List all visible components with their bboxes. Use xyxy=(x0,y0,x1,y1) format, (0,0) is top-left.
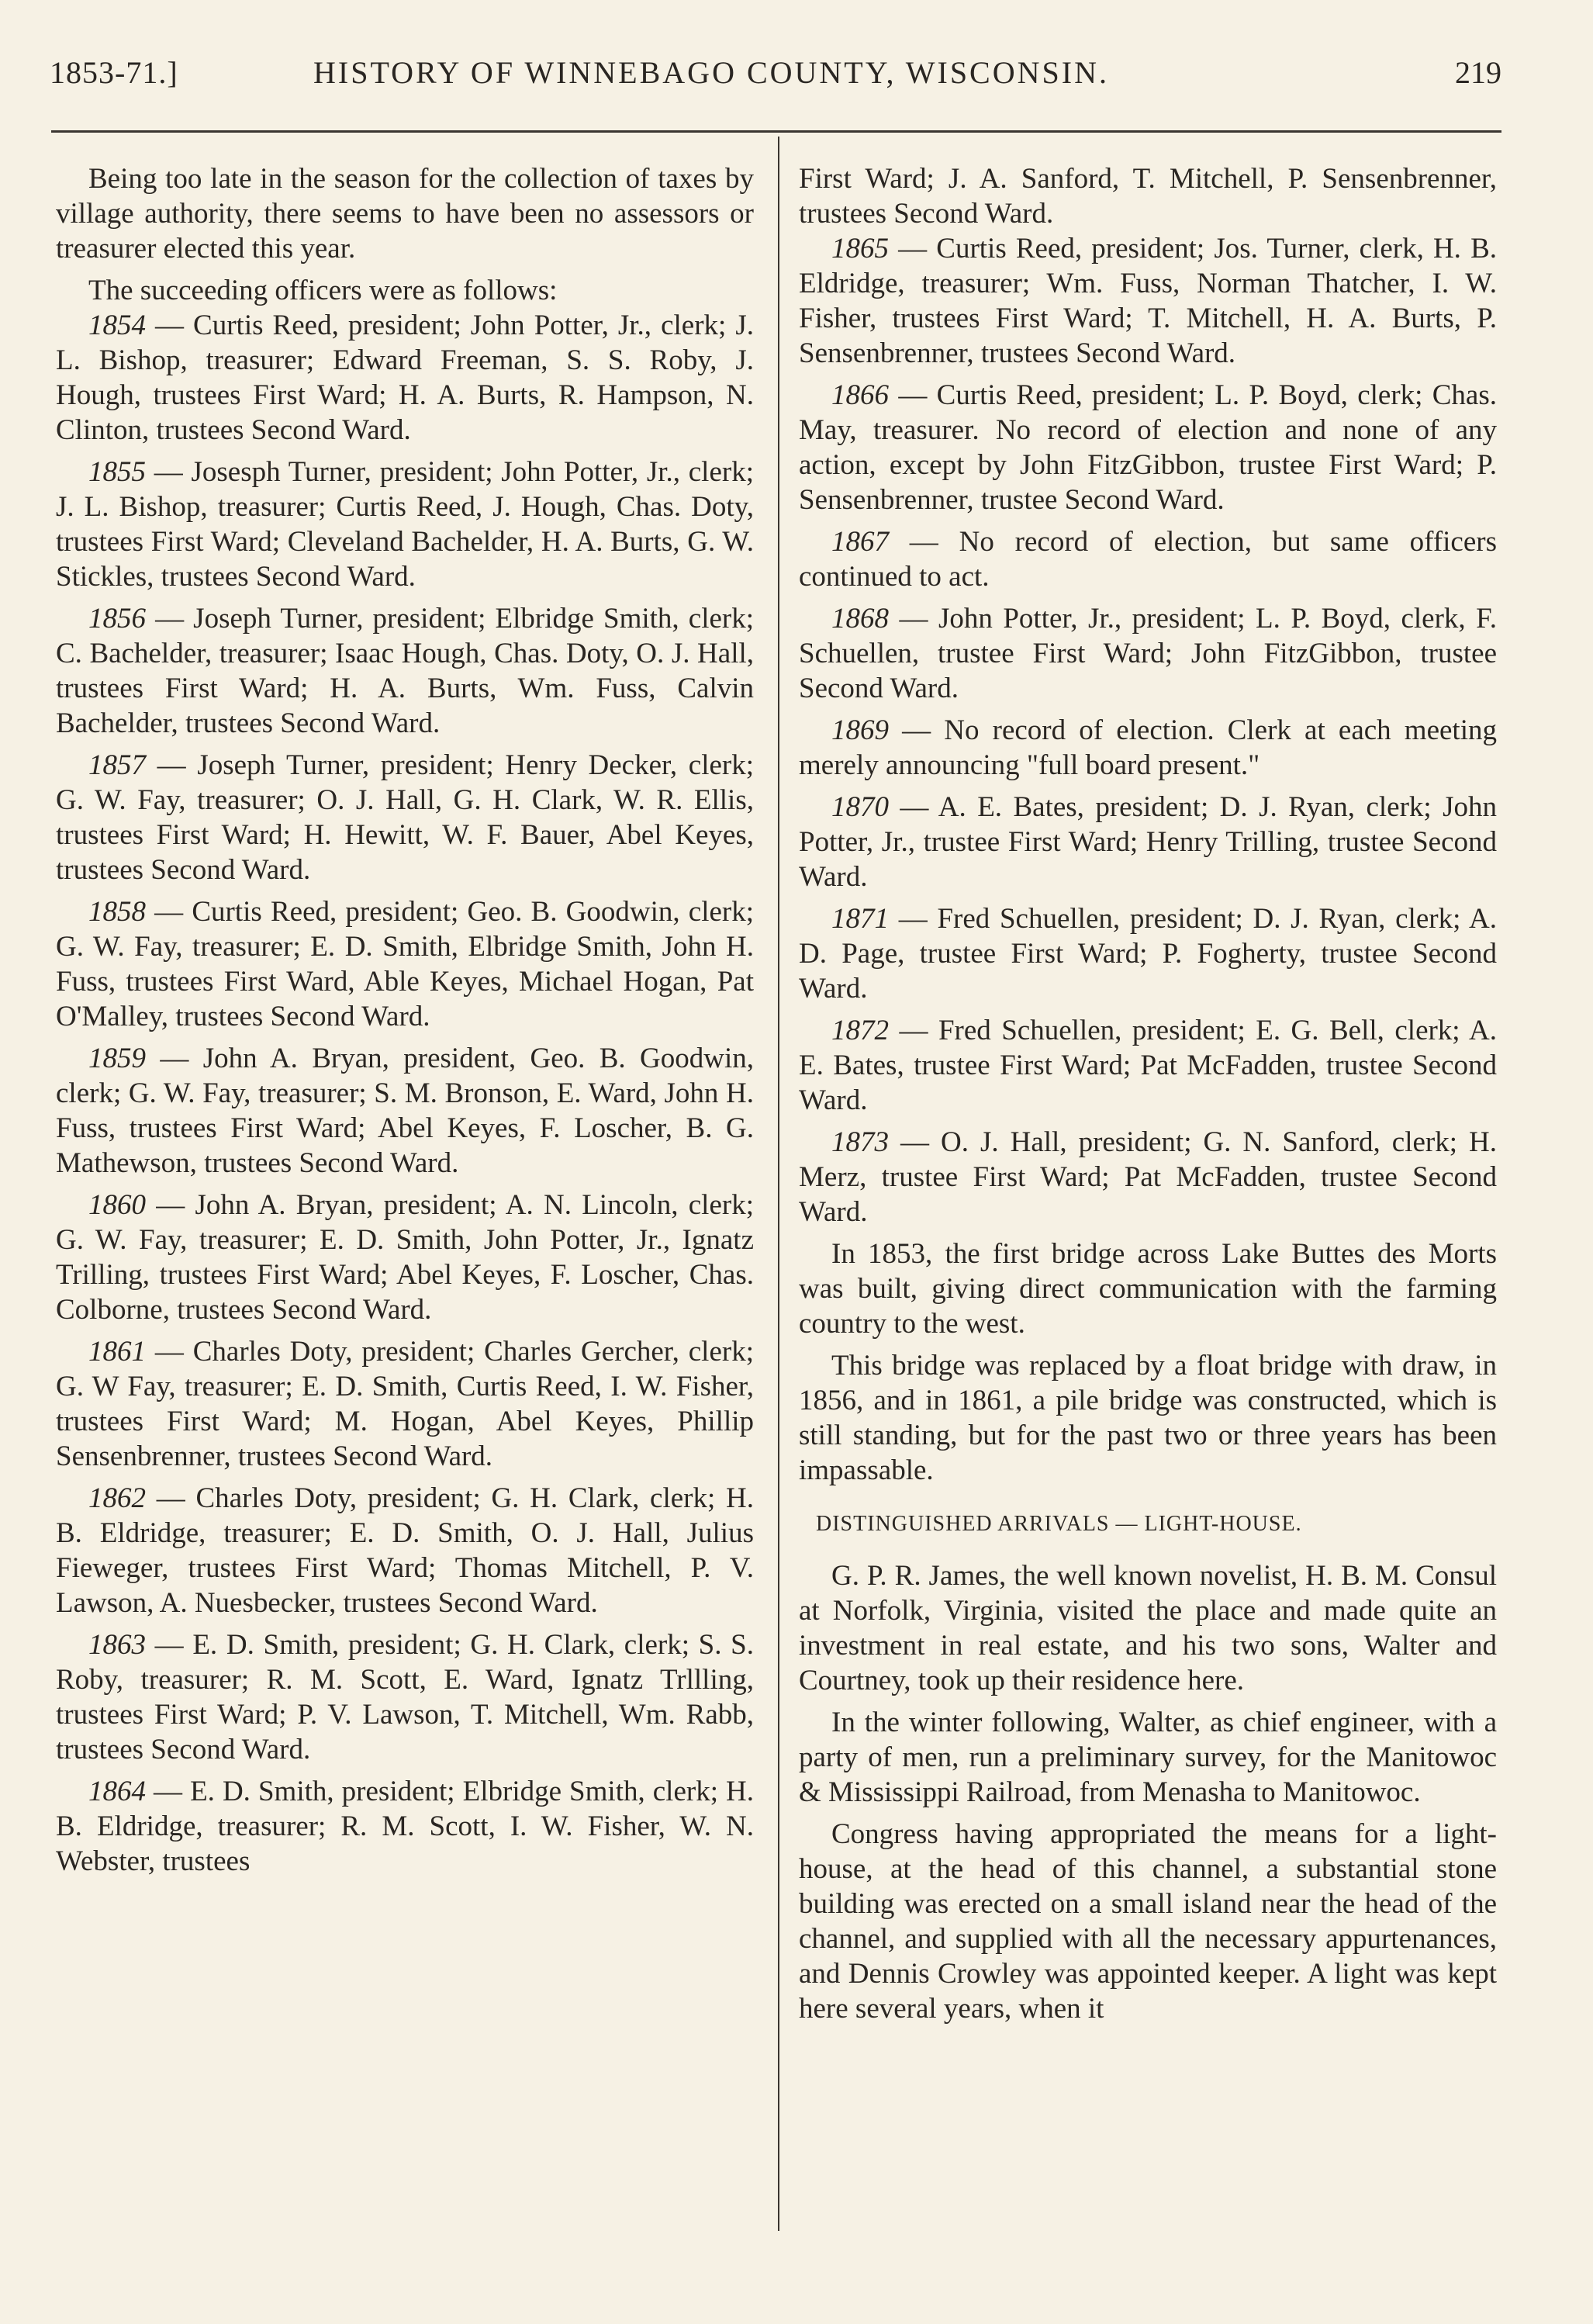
officers-entry xyxy=(56,455,754,594)
entry-text: — Joseph Turner, president; Elbridge Smith, clerk; C. Bachelder, treasurer; Isaac Hough, Chas. Doty, O. J. Hall, trustees First Ward; H. A. Burts, Wm. Fuss, Calvin Bachelder, trustees Second Ward. xyxy=(56,603,754,739)
bridge-paragraph: In 1853, the first bridge across Lake Buttes des Morts was built, giving direct communication with the farming country to the west. xyxy=(799,1238,1497,1340)
running-title: HISTORY OF WINNEBAGO COUNTY, WISCONSIN. xyxy=(313,55,1109,90)
body-paragraph: G. P. R. James, the well known novelist, H. B. M. Consul at Norfolk, Virginia, visited the place and made quite an investment in real estate, and his two sons, Walter and Courtney, took up their residence here. xyxy=(799,1560,1497,1696)
entry-year: 1861 xyxy=(88,1336,146,1368)
entry-year: 1865 xyxy=(831,233,889,265)
entry-text: — O. J. Hall, president; G. N. Sanford, clerk; H. Merz, trustee First Ward; Pat McFadden, trustee Second Ward. xyxy=(799,1126,1497,1228)
entry-year: 1871 xyxy=(831,903,889,935)
entry-year: 1856 xyxy=(88,603,146,635)
entry-text: — Fred Schuellen, president; D. J. Ryan, clerk; A. D. Page, trustee First Ward; P. Fogherty, trustee Second Ward. xyxy=(799,903,1497,1005)
entry-text: — John A. Bryan, president, Geo. B. Goodwin, clerk; G. W. Fay, treasurer; S. M. Bronson, E. Ward, John H. Fuss, trustees First Ward; Abel Keyes, F. Loscher, B. G. Mathewson, trustees Second Ward. xyxy=(56,1043,754,1179)
officers-entry xyxy=(799,713,1497,783)
entry-text: — E. D. Smith, president; G. H. Clark, clerk; S. S. Roby, treasurer; R. M. Scott, E. Ward, Ignatz Trllling, trustees First Ward; P. V. Lawson, T. Mitchell, Wm. Rabb, trustees Second Ward. xyxy=(56,1629,754,1765)
body-paragraph: In the winter following, Walter, as chief engineer, with a party of men, run a preliminary survey, for the Manitowoc & Mississippi Railroad, from Menasha to Manitowoc. xyxy=(799,1707,1497,1808)
continuation-text: First Ward; J. A. Sanford, T. Mitchell, P. Sensenbrenner, trustees Second Ward. xyxy=(799,163,1497,230)
entry-year: 1867 xyxy=(831,526,889,558)
officers-entry xyxy=(56,1774,754,1879)
entry-text: — Fred Schuellen, president; E. G. Bell, clerk; A. E. Bates, trustee First Ward; Pat McFadden, trustee Second Ward. xyxy=(799,1015,1497,1116)
entry-text: — Curtis Reed, president; Geo. B. Goodwin, clerk; G. W. Fay, treasurer; E. D. Smith, Elbridge Smith, John H. Fuss, trustees First Ward, Able Keyes, Michael Hogan, Pat O'Malley, trustees Second Ward. xyxy=(56,896,754,1032)
officers-entry xyxy=(56,894,754,1034)
entry-year: 1864 xyxy=(88,1776,146,1807)
entry-text: — Curtis Reed, president; Jos. Turner, clerk, H. B. Eldridge, treasurer; Wm. Fuss, Norman Thatcher, I. W. Fisher, trustees First Ward; T. Mitchell, H. A. Burts, P. Sensenbrenner, trustees Second Ward. xyxy=(799,233,1497,369)
officers-entry xyxy=(799,1125,1497,1229)
column-divider xyxy=(778,137,779,2231)
officers-entry xyxy=(56,1041,754,1181)
entry-year: 1859 xyxy=(88,1043,146,1074)
entry-text: — John A. Bryan, president; A. N. Lincoln, clerk; G. W. Fay, treasurer; E. D. Smith, John Potter, Jr., Ignatz Trilling, trustees First Ward; Abel Keyes, F. Loscher, Chas. Colborne, trustees Second Ward. xyxy=(56,1189,754,1326)
officers-entry xyxy=(799,231,1497,371)
officers-entry xyxy=(799,601,1497,706)
entry-text: — No record of election. Clerk at each meeting merely announcing "full board present." xyxy=(799,714,1497,781)
right-column xyxy=(799,161,1497,2026)
section-heading: DISTINGUISHED ARRIVALS — LIGHT-HOUSE. xyxy=(816,1512,1302,1536)
entry-text: — Curtis Reed, president; L. P. Boyd, clerk; Chas. May, treasurer. No record of election and none of any action, except by John FitzGibbon, trustee First Ward; P. Sensenbrenner, trustee Second Ward. xyxy=(799,379,1497,516)
page-header xyxy=(50,54,1501,101)
entry-text: — No record of election, but same officers continued to act. xyxy=(799,526,1497,593)
officers-entry xyxy=(56,308,754,448)
header-date-range: 1853-71.] xyxy=(50,55,178,90)
officers-entry xyxy=(799,901,1497,1006)
entry-year: 1870 xyxy=(831,791,889,823)
officers-entry xyxy=(56,1481,754,1620)
entry-text: — E. D. Smith, president; Elbridge Smith, clerk; H. B. Eldridge, treasurer; R. M. Scott, I. W. Fisher, W. N. Webster, trustees xyxy=(56,1776,754,1877)
bridge-paragraph: This bridge was replaced by a float bridge with draw, in 1856, and in 1861, a pile bridge was constructed, which is still standing, but for the past two or three years has been impassable. xyxy=(799,1350,1497,1486)
left-column xyxy=(56,161,754,1879)
entry-year: 1860 xyxy=(88,1189,146,1221)
intro-paragraph: Being too late in the season for the collection of taxes by village authority, there seems to have been no assessors or treasurer elected this year. xyxy=(56,163,754,265)
entry-year: 1863 xyxy=(88,1629,146,1661)
entry-year: 1866 xyxy=(831,379,889,411)
page-number: 219 xyxy=(1455,55,1501,90)
header-rule xyxy=(51,130,1501,133)
officers-entry xyxy=(56,748,754,887)
entry-text: — Curtis Reed, president; John Potter, Jr., clerk; J. L. Bishop, treasurer; Edward Freeman, S. S. Roby, J. Hough, trustees First Ward; H. A. Burts, R. Hampson, N. Clinton, trustees Second Ward. xyxy=(56,310,754,446)
entry-year: 1858 xyxy=(88,896,146,928)
entry-year: 1869 xyxy=(831,714,889,746)
officers-entry xyxy=(799,1013,1497,1118)
officers-entry xyxy=(799,524,1497,594)
entry-text: — Charles Doty, president; Charles Gercher, clerk; G. W Fay, treasurer; E. D. Smith, Curtis Reed, I. W. Fisher, trustees First Ward; M. Hogan, Abel Keyes, Phillip Sensenbrenner, trustees Second Ward. xyxy=(56,1336,754,1472)
officers-entry xyxy=(56,601,754,741)
entry-year: 1854 xyxy=(88,310,146,341)
entry-text: — Josesph Turner, president; John Potter, Jr., clerk; J. L. Bishop, treasurer; Curtis Reed, J. Hough, Chas. Doty, trustees First Ward; Cleveland Bachelder, H. A. Burts, G. W. Stickles, trustees Second Ward. xyxy=(56,456,754,593)
officers-entry xyxy=(56,1334,754,1474)
officers-entry xyxy=(799,378,1497,517)
entry-year: 1862 xyxy=(88,1482,146,1514)
entry-text: — John Potter, Jr., president; L. P. Boyd, clerk, F. Schuellen, trustee First Ward; John FitzGibbon, trustee Second Ward. xyxy=(799,603,1497,704)
officers-entry xyxy=(56,1627,754,1767)
entry-year: 1868 xyxy=(831,603,889,635)
officers-entry xyxy=(799,790,1497,894)
entry-text: — Charles Doty, president; G. H. Clark, clerk; H. B. Eldridge, treasurer; E. D. Smith, O. J. Hall, Julius Fieweger, trustees First Ward; Thomas Mitchell, P. V. Lawson, A. Nuesbecker, trustees Second Ward. xyxy=(56,1482,754,1619)
entry-text: — A. E. Bates, president; D. J. Ryan, clerk; John Potter, Jr., trustee First Ward; Henry Trilling, trustee Second Ward. xyxy=(799,791,1497,893)
entry-year: 1857 xyxy=(88,749,146,781)
entry-year: 1873 xyxy=(831,1126,889,1158)
officers-entry xyxy=(56,1188,754,1327)
entry-text: — Joseph Turner, president; Henry Decker, clerk; G. W. Fay, treasurer; O. J. Hall, G. H. Clark, W. R. Ellis, trustees First Ward; H. Hewitt, W. F. Bauer, Abel Keyes, trustees Second Ward. xyxy=(56,749,754,886)
intro-paragraph: The succeeding officers were as follows: xyxy=(88,275,558,306)
entry-year: 1872 xyxy=(831,1015,889,1046)
body-paragraph: Congress having appropriated the means for a light-house, at the head of this channel, a substantial stone building was erected on a small island near the head of the channel, and supplied with all the necessary appurtenances, and Dennis Crowley was appointed keeper. A light was kept here several years, when it xyxy=(799,1818,1497,2025)
entry-year: 1855 xyxy=(88,456,146,488)
